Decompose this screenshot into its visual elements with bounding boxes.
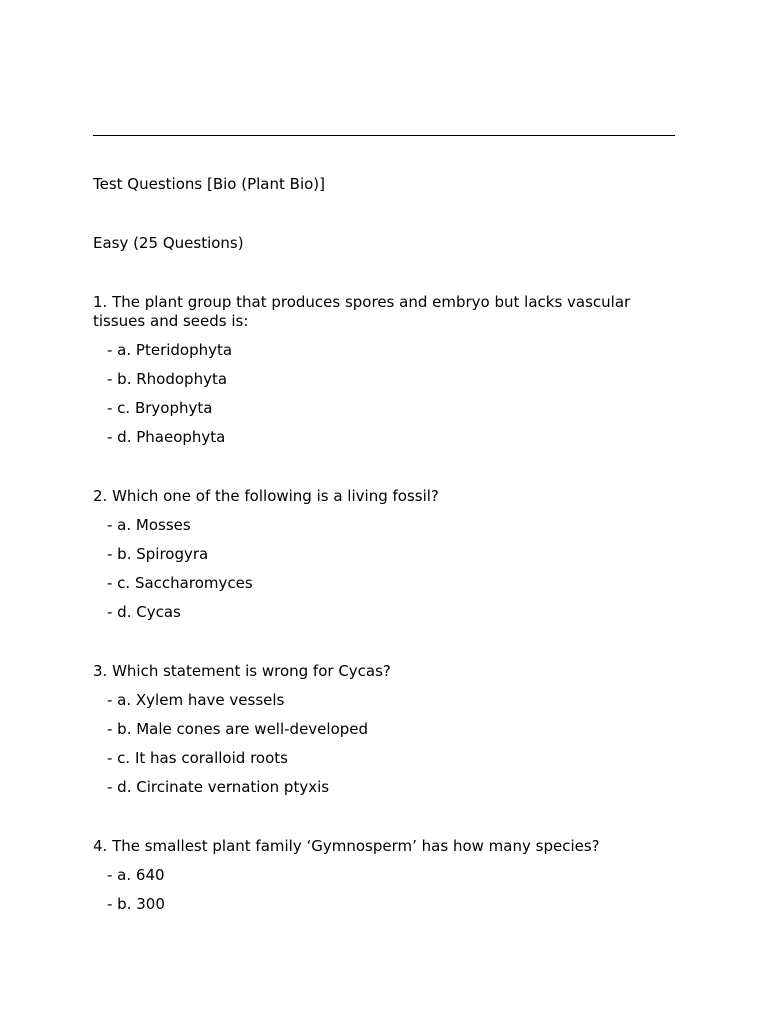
option-d: - d. Cycas [107, 603, 181, 621]
option-b: - b. 300 [107, 895, 165, 913]
option-b: - b. Spirogyra [107, 545, 209, 563]
option-c: - c. Saccharomyces [107, 574, 253, 592]
option-a: - a. Pteridophyta [107, 341, 233, 359]
question-text: 4. The smallest plant family ‘Gymnosperm’ has how many species? [93, 837, 600, 855]
option-c: - c. Bryophyta [107, 399, 213, 417]
question-text: 3. Which statement is wrong for Cycas? [93, 662, 391, 680]
question-text: 2. Which one of the following is a living fossil? [93, 487, 439, 505]
section-heading: Easy (25 Questions) [93, 234, 244, 252]
option-c: - c. It has coralloid roots [107, 749, 288, 767]
option-list [93, 516, 675, 622]
option-list [93, 341, 675, 447]
option-b: - b. Rhodophyta [107, 370, 228, 388]
document-body [93, 175, 675, 954]
question-2 [93, 487, 675, 622]
option-list [93, 691, 675, 797]
option-d: - d. Phaeophyta [107, 428, 226, 446]
option-d: - d. Circinate vernation ptyxis [107, 778, 330, 796]
question-3 [93, 662, 675, 797]
question-4 [93, 837, 675, 914]
option-a: - a. Xylem have vessels [107, 691, 285, 709]
option-a: - a. 640 [107, 866, 165, 884]
option-a: - a. Mosses [107, 516, 191, 534]
question-1 [93, 293, 675, 447]
document-title: Test Questions [Bio (Plant Bio)] [93, 175, 325, 193]
horizontal-rule [93, 135, 675, 136]
question-text: 1. The plant group that produces spores and embryo but lacks vascular tissues and seeds is: [93, 293, 631, 330]
option-list [93, 866, 675, 914]
option-b: - b. Male cones are well-developed [107, 720, 369, 738]
